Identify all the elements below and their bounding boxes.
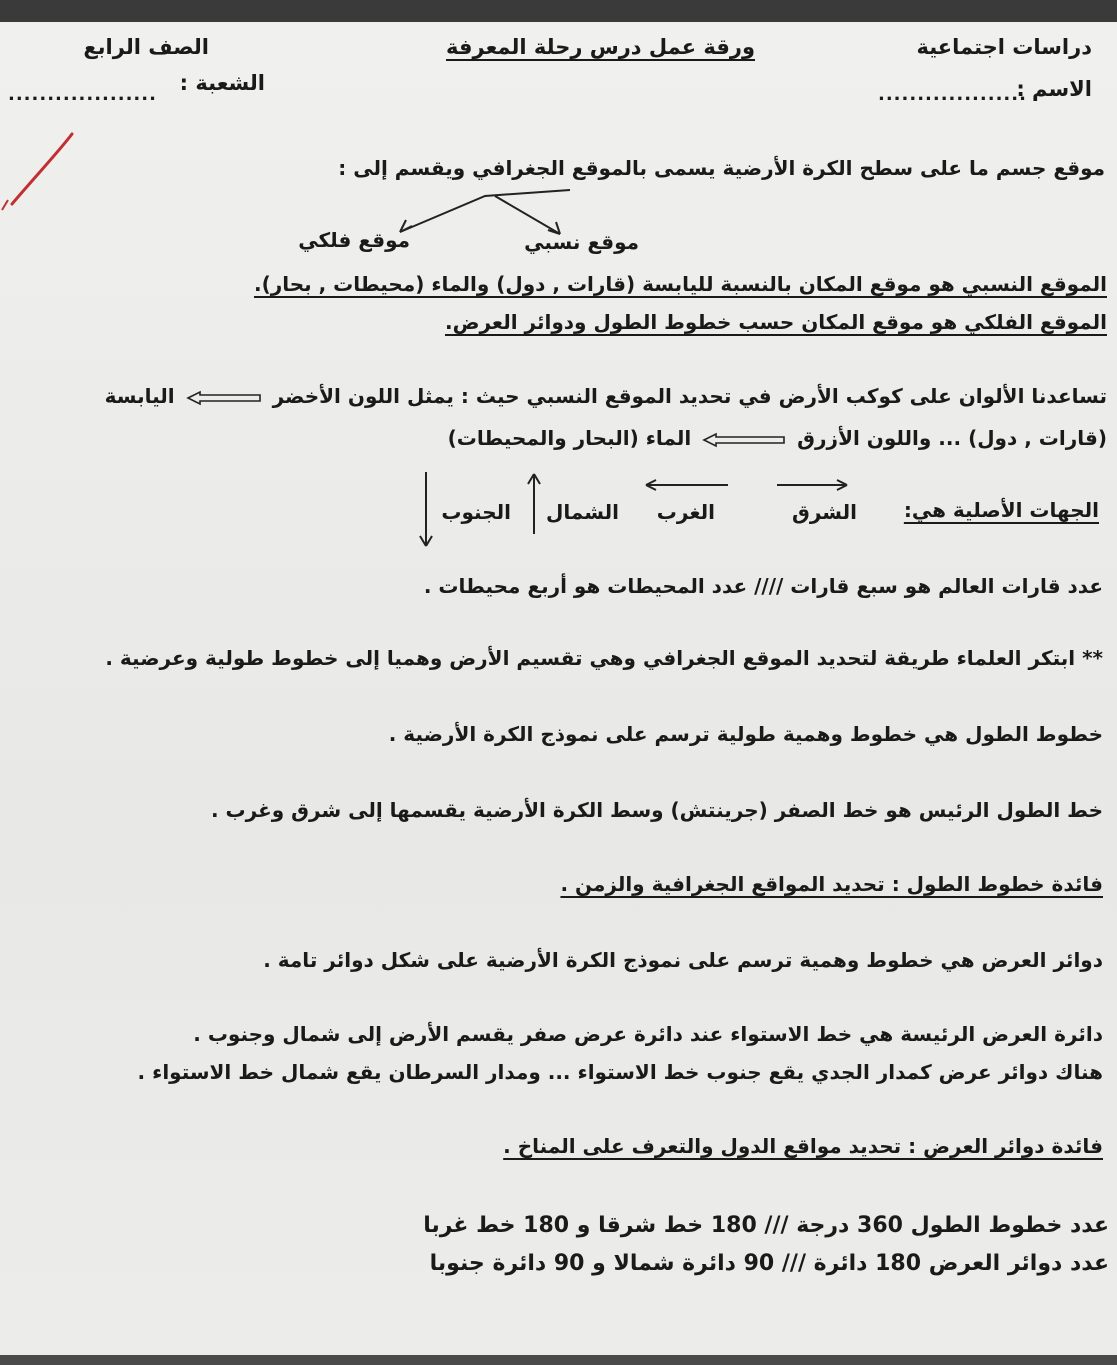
tropics-text: هناك دوائر عرض كمدار الجدي يقع جنوب خط الاستواء ... ومدار السرطان يقع شمال خط الاستواء . xyxy=(137,1060,1103,1084)
worksheet-paper xyxy=(0,22,1117,1355)
south-arrow-icon xyxy=(418,470,434,550)
colors-line-1-text: تساعدنا الألوان على كوكب الأرض في تحديد الموقع النسبي حيث : يمثل اللون الأخضر xyxy=(272,384,1107,408)
photo-bottom-edge xyxy=(0,1355,1117,1365)
north-arrow-icon xyxy=(526,470,542,536)
intro-text: موقع جسم ما على سطح الكرة الأرضية يسمى بالموقع الجغرافي ويقسم إلى : xyxy=(338,156,1105,180)
colors-line-1 xyxy=(105,384,1107,409)
subject-label: دراسات اجتماعية xyxy=(916,35,1092,59)
name-field[interactable]: ................... xyxy=(878,84,1027,105)
relative-location-label: موقع نسبي xyxy=(524,230,639,254)
section-field[interactable]: ................... xyxy=(8,84,157,105)
south-label: الجنوب xyxy=(441,500,511,524)
latitude-count: عدد دوائر العرض 180 دائرة /// 90 دائرة شمالا و 90 دائرة جنوبا xyxy=(429,1251,1109,1276)
directions-label: الجهات الأصلية هي: xyxy=(903,498,1099,522)
scientists-method-text: ** ابتكر العلماء طريقة لتحديد الموقع الجغرافي وهي تقسيم الأرض وهميا إلى خطوط طولية وعرضية . xyxy=(105,646,1103,670)
north-label: الشمال xyxy=(546,500,619,524)
grade-label: الصف الرابع xyxy=(83,35,209,59)
photo-top-edge xyxy=(0,0,1117,24)
latitude-definition: دوائر العرض هي خطوط وهمية ترسم على نموذج الكرة الأرضية على شكل دوائر تامة . xyxy=(263,948,1103,972)
relative-location-definition: الموقع النسبي هو موقع المكان بالنسبة لليابسة (قارات , دول) والماء (محيطات , بحار). xyxy=(253,272,1107,296)
land-label: اليابسة xyxy=(104,384,175,408)
latitude-benefit: فائدة دوائر العرض : تحديد مواقع الدول والتعرف على المناخ . xyxy=(503,1134,1103,1158)
colors-line-2-text: (قارات , دول) ... واللون الأزرق xyxy=(797,426,1107,450)
arrow-left-icon-2 xyxy=(702,432,786,448)
east-arrow-icon xyxy=(775,478,855,492)
west-label: الغرب xyxy=(656,500,715,524)
west-arrow-icon xyxy=(640,478,730,492)
continents-oceans-fact: عدد قارات العالم هو سبع قارات //// عدد المحيطات هو أربع محيطات . xyxy=(423,574,1103,598)
absolute-location-definition: الموقع الفلكي هو موقع المكان حسب خطوط الطول ودوائر العرض. xyxy=(444,310,1107,334)
colors-line-2 xyxy=(448,426,1107,451)
equator-text: دائرة العرض الرئيسة هي خط الاستواء عند دائرة عرض صفر يقسم الأرض إلى شمال وجنوب . xyxy=(193,1022,1103,1046)
worksheet-title: ورقة عمل درس رحلة المعرفة xyxy=(446,35,755,59)
arrow-left-icon xyxy=(186,390,262,406)
water-label: الماء (البحار والمحيطات) xyxy=(447,426,692,450)
east-label: الشرق xyxy=(791,500,857,524)
prime-meridian-text: خط الطول الرئيس هو خط الصفر (جرينتش) وسط الكرة الأرضية يقسمها إلى شرق وغرب . xyxy=(210,798,1103,822)
section-label: الشعبة : xyxy=(179,71,265,95)
name-label: الاسم : xyxy=(1016,77,1092,101)
longitude-benefit: فائدة خطوط الطول : تحديد المواقع الجغرافية والزمن . xyxy=(560,872,1103,896)
absolute-location-label: موقع فلكي xyxy=(298,228,410,252)
longitude-count: عدد خطوط الطول 360 درجة /// 180 خط شرقا و 180 خط غربا xyxy=(423,1213,1109,1238)
red-pen-mark xyxy=(0,132,80,212)
longitude-definition: خطوط الطول هي خطوط وهمية طولية ترسم على نموذج الكرة الأرضية . xyxy=(388,722,1103,746)
